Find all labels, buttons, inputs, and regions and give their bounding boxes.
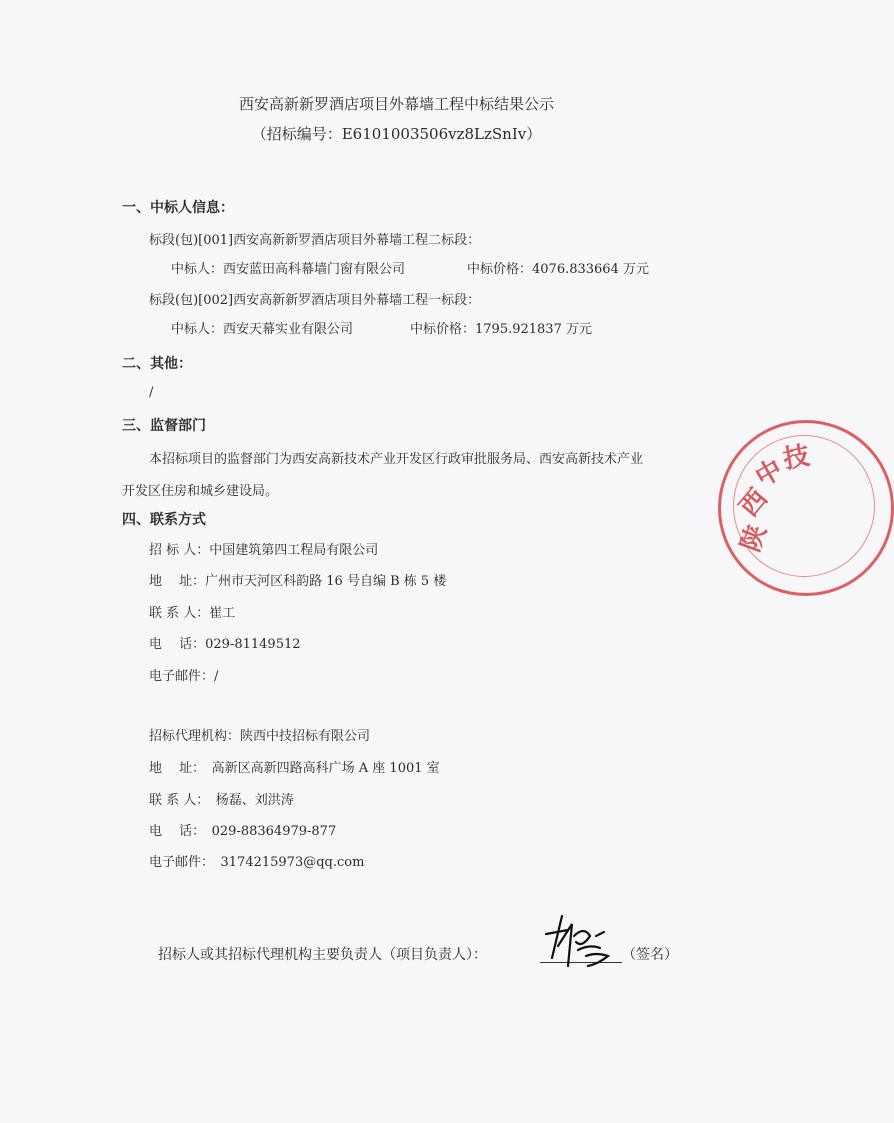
agency-email: 电子邮件： 3174215973@qq.com: [149, 855, 365, 870]
agency-phone: 电 话： 029-88364979-877: [149, 824, 337, 839]
supervision-line-2: 开发区住房和城乡建设局。: [122, 484, 279, 499]
section-heading-contact: 四、联系方式: [122, 512, 206, 528]
tender-number: （招标编号：E6101003506vz8LzSnIv）: [251, 125, 542, 143]
signature-label: 招标人或其招标代理机构主要负责人（项目负责人）：: [158, 947, 487, 963]
other-content: /: [149, 385, 154, 400]
tenderer-contact: 联 系 人：崔工: [149, 606, 236, 621]
section-heading-winner-info: 一、中标人信息：: [122, 200, 234, 216]
lot-2-price: 中标价格：1795.921837 万元: [410, 322, 592, 337]
section-heading-supervision: 三、监督部门: [122, 418, 206, 434]
document-title: 西安高新新罗酒店项目外幕墙工程中标结果公示: [238, 95, 554, 113]
lot-1-winner: 中标人：西安蓝田高科幕墙门窗有限公司: [171, 262, 406, 277]
seal-char: 中: [750, 454, 789, 494]
handwritten-signature: [538, 906, 628, 976]
section-heading-other: 二、其他：: [122, 356, 192, 372]
company-seal: [718, 420, 894, 596]
agency-name: 招标代理机构：陕西中技招标有限公司: [149, 729, 371, 744]
supervision-line-1: 本招标项目的监督部门为西安高新技术产业开发区行政审批服务局、西安高新技术产业: [149, 452, 644, 467]
tenderer-phone: 电 话：029-81149512: [149, 637, 301, 652]
signature-suffix: （签名）: [622, 947, 678, 963]
tenderer-address: 地 址：广州市天河区科韵路 16 号自编 B 栋 5 楼: [149, 574, 447, 589]
agency-address: 地 址： 高新区高新四路高科广场 A 座 1001 室: [149, 761, 440, 776]
lot-2-title: 标段(包)[002]西安高新新罗酒店项目外幕墙工程一标段：: [149, 293, 481, 308]
agency-contact: 联 系 人： 杨磊、刘洪涛: [149, 793, 294, 808]
tenderer-name: 招 标 人：中国建筑第四工程局有限公司: [149, 543, 379, 558]
seal-char: 陕: [735, 521, 773, 556]
lot-1-price: 中标价格：4076.833664 万元: [467, 262, 649, 277]
seal-char: 西: [734, 483, 774, 523]
lot-2-winner: 中标人：西安天幕实业有限公司: [171, 322, 354, 337]
seal-char: 技: [781, 440, 812, 475]
lot-1-title: 标段(包)[001]西安高新新罗酒店项目外幕墙工程二标段：: [149, 233, 481, 248]
tenderer-email: 电子邮件：/: [149, 669, 219, 684]
